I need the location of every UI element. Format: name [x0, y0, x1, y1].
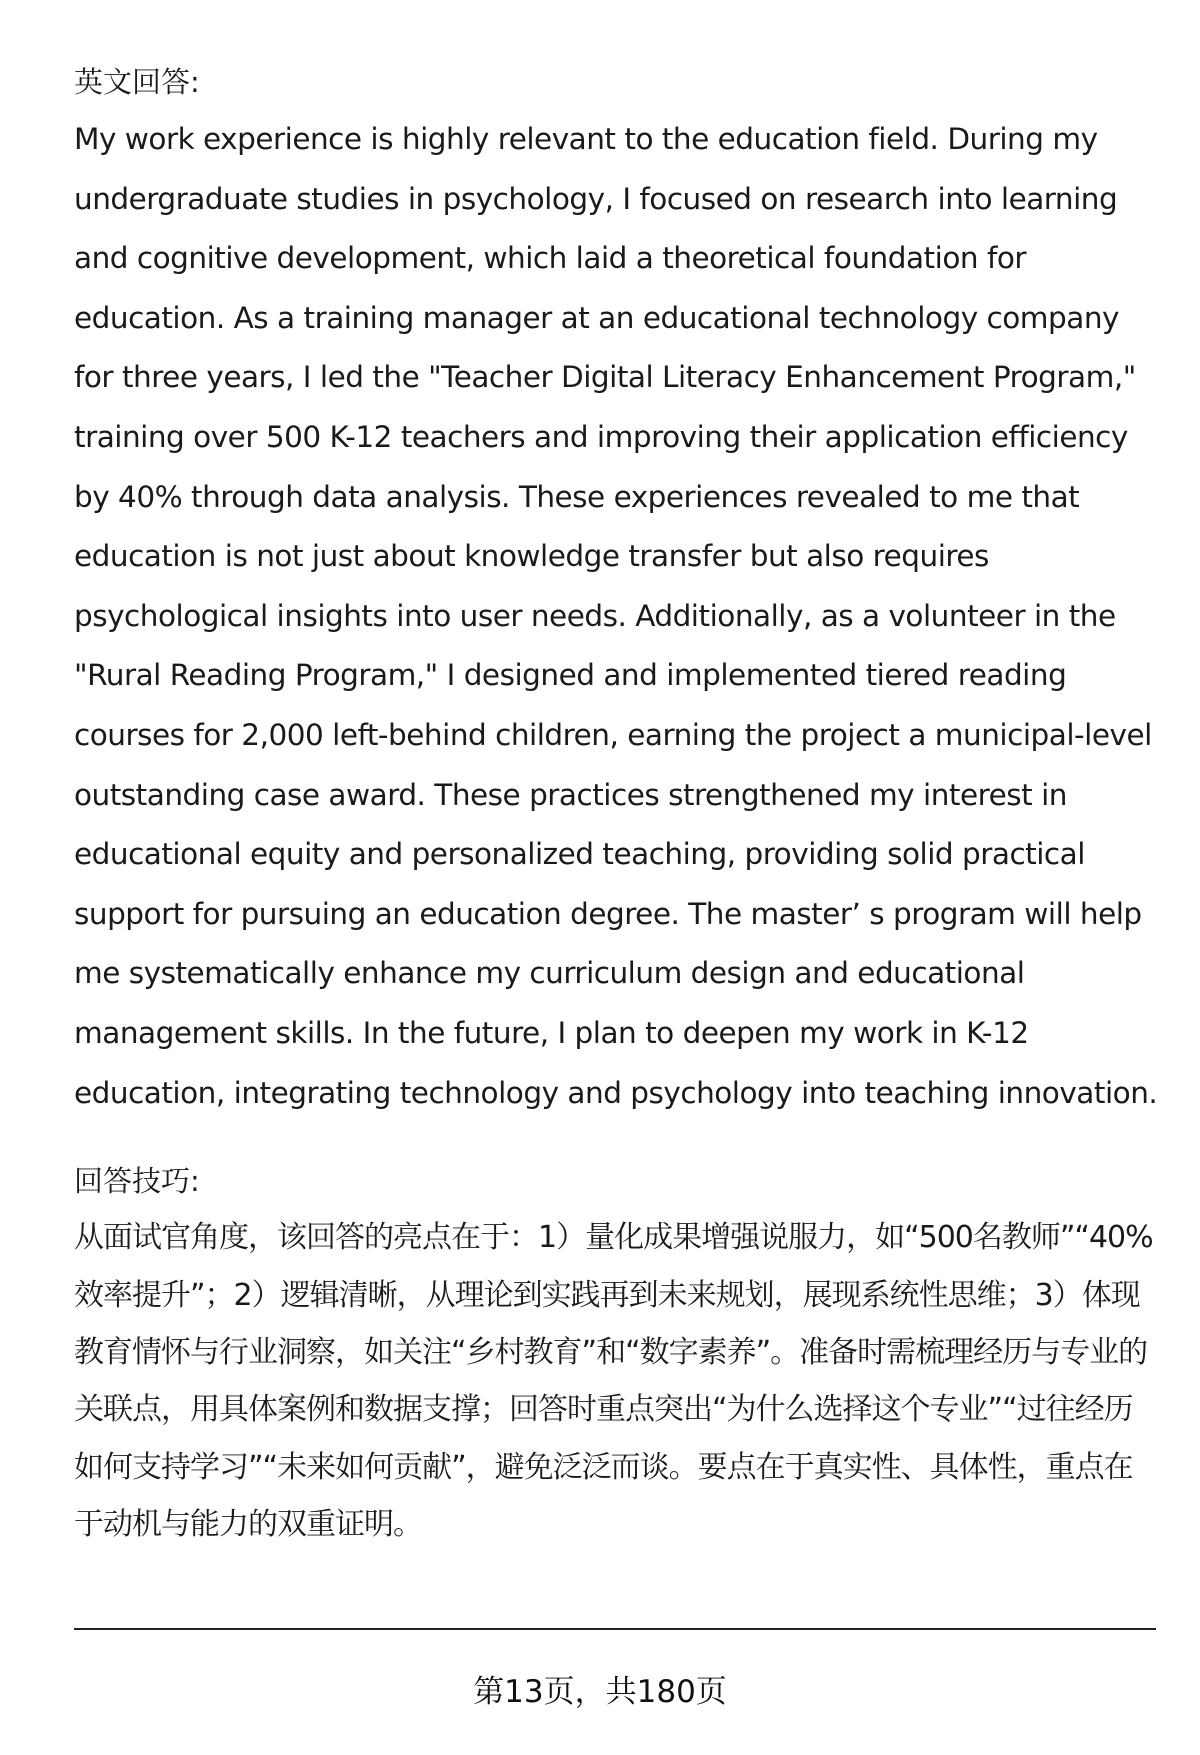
- english-answer-text: My work experience is highly relevant to the education field. During my undergraduate studies in psychology, I focused on research into learning and cognitive development, which laid a theoretical foundation for education. As a training manager at an educational technology company for three years, I led the "Teacher Digital Literacy Enhancement Program," training over 500 K-12 teachers and improving their application efficiency by 40% through data analysis. These experiences revealed to me that education is not just about knowledge transfer but also requires psychological insights into user needs. Additionally, as a volunteer in the "Rural Reading Program," I designed and implemented tiered reading courses for 2,000 left-behind children, earning the project a municipal-level outstanding case award. These practices strengthened my interest in educational equity and personalized teaching, providing solid practical support for pursuing an education degree. The master’ s program will help me systematically enhance my curriculum design and educational management skills. In the future, I plan to deepen my work in K-12 education, integrating technology and psychology into teaching innovation.: [74, 122, 1158, 1110]
- page-number: 第13页，共180页: [473, 1674, 727, 1710]
- tips-text: 从面试官角度，该回答的亮点在于：1）量化成果增强说服力，如“500名教师”“40%效率提升”；2）逻辑清晰，从理论到实践再到未来规划，展现系统性思维；3）体现教育情怀与行业洞察，如关注“乡村教育”和“数字素养”。准备时需梳理经历与专业的关联点，用具体案例和数据支撑；回答时重点突出“为什么选择这个专业”“过往经历如何支持学习”“未来如何贡献”，避免泛泛而谈。要点在于真实性、具体性，重点在于动机与能力的双重证明。: [74, 1220, 1153, 1543]
- english-answer-heading: 英文回答:: [74, 65, 200, 99]
- footer-divider: [74, 1628, 1156, 1630]
- tips-heading: 回答技巧:: [74, 1164, 200, 1199]
- page-content: [74, 62, 1160, 1554]
